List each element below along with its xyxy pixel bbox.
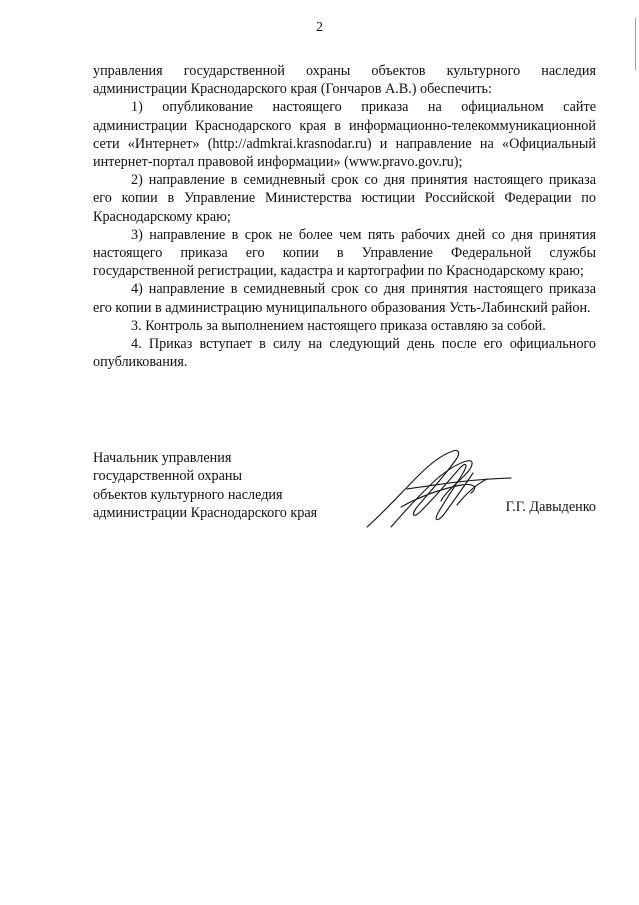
signatory-position-line: Начальник управления bbox=[93, 450, 232, 466]
handwritten-signature bbox=[361, 445, 521, 531]
page-number: 2 bbox=[316, 20, 323, 35]
paragraph-continuation: управления государственной охраны объектов культурного наследия администрации Краснодарского края (Гончаров А.В.) обеспечить: bbox=[93, 63, 596, 98]
signatory-position-line: объектов культурного наследия bbox=[93, 486, 283, 503]
signatory-position bbox=[93, 449, 363, 523]
signature-block bbox=[93, 449, 596, 529]
paragraph-clause-3: 3. Контроль за выполнением настоящего приказа оставляю за собой. bbox=[131, 317, 546, 334]
signatory-position-line: государственной охраны bbox=[93, 468, 243, 485]
paragraph-item-4: 4) направление в семидневный срок со дня принятия настоящего приказа его копии в администрацию муниципального образования Усть-Лабинский район. bbox=[93, 281, 596, 316]
signatory-position-line: администрации Краснодарского края bbox=[93, 505, 318, 522]
paragraph-item-3: 3) направление в срок не более чем пять рабочих дней со дня принятия настоящего приказа его копии в Управление Федеральной службы государственной регистрации, кадастра и картографии по Краснодарскому краю; bbox=[93, 226, 596, 280]
document-body bbox=[93, 62, 596, 371]
signatory-name: Г.Г. Давыденко bbox=[505, 499, 596, 515]
paragraph-item-1: 1) опубликование настоящего приказа на официальном сайте администрации Краснодарского края в информационно-телекоммуникационной сети «Интернет» (http://admkrai.krasnodar.ru) и направление на «Официальный интернет-портал правовой информации» (www.pravo.gov.ru); bbox=[93, 99, 596, 171]
paragraph-item-2: 2) направление в семидневный срок со дня принятия настоящего приказа его копии в Управление Министерства юстиции Российской Федерации по Краснодарскому краю; bbox=[93, 172, 596, 225]
paragraph-clause-4: 4. Приказ вступает в силу на следующий день после его официального опубликования. bbox=[93, 336, 596, 371]
